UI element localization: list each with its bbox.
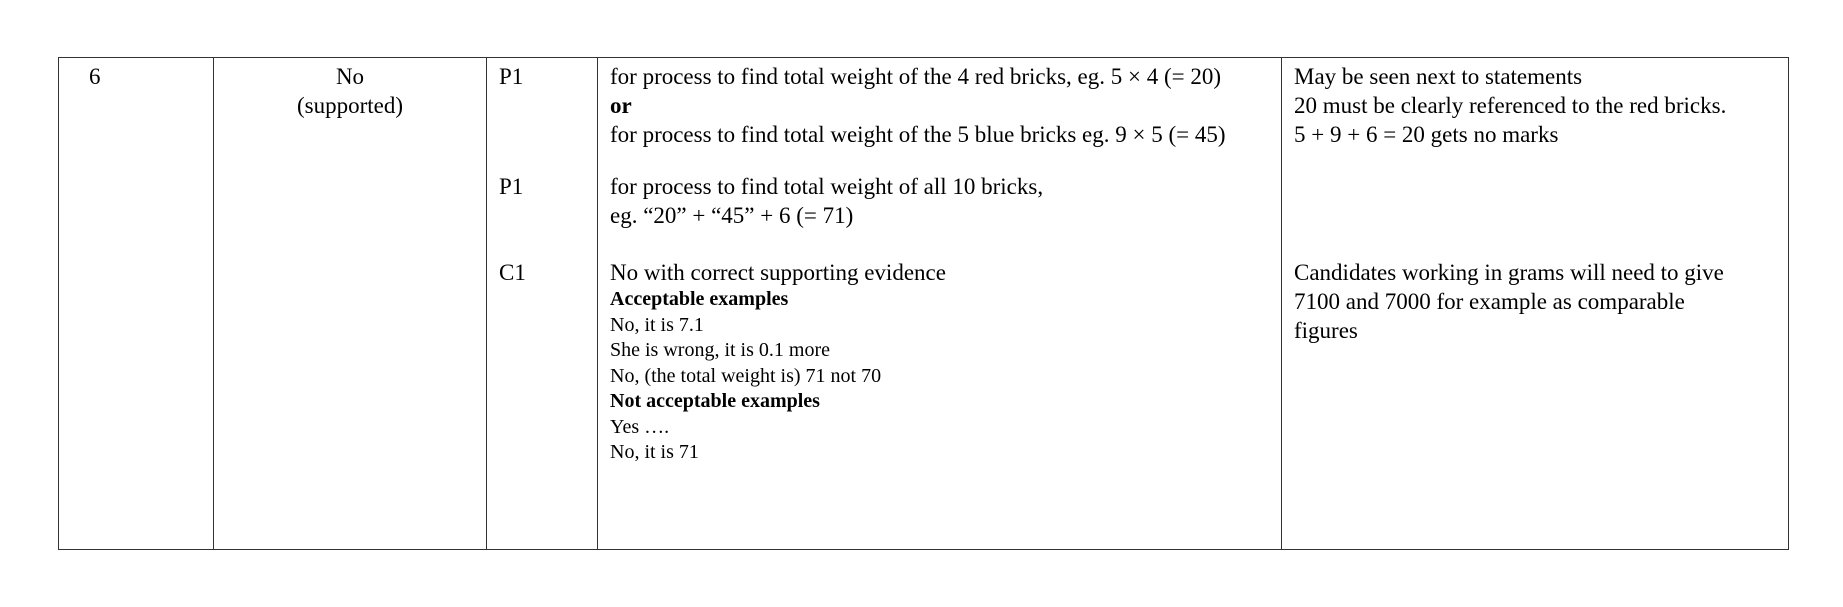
or-separator: or [610, 93, 632, 118]
mark-label-p1-first: P1 [499, 64, 524, 89]
question-number: 6 [89, 64, 101, 89]
guidance-text: 20 must be clearly referenced to the red bricks. [1294, 93, 1727, 118]
mark-scheme-text: No with correct supporting evidence [610, 260, 946, 285]
mark-scheme-row-2 [610, 172, 1043, 230]
acceptable-examples-heading: Acceptable examples [610, 288, 789, 310]
mark-scheme-text: for process to find total weight of all 10 bricks, [610, 174, 1044, 199]
guidance-column [1281, 58, 1788, 549]
guidance-text: 7100 and 7000 for example as comparable [1294, 289, 1685, 314]
guidance-text: figures [1294, 318, 1358, 343]
not-acceptable-example: No, it is 71 [610, 441, 699, 463]
mark-label-p1-second: P1 [499, 174, 524, 199]
guidance-row-1 [1294, 62, 1726, 149]
answer-line-1: No [335, 64, 365, 89]
acceptable-example: She is wrong, it is 0.1 more [610, 339, 830, 361]
mark-scheme-text: for process to find total weight of the 4 red bricks, eg. 5 × 4 (= 20) [610, 64, 1222, 89]
not-acceptable-examples-heading: Not acceptable examples [610, 390, 820, 412]
mark-scheme-text: for process to find total weight of the 5 blue bricks eg. 9 × 5 (= 45) [610, 122, 1226, 147]
guidance-text: May be seen next to statements [1294, 64, 1583, 89]
acceptable-example: No, (the total weight is) 71 not 70 [610, 364, 882, 387]
mark-scheme-row-1 [610, 62, 1226, 149]
answer-cell [214, 62, 486, 120]
answer-line-2: (supported) [296, 93, 404, 118]
answer-column [213, 58, 486, 549]
question-number-column [59, 58, 213, 549]
mark-scheme-column [597, 58, 1281, 549]
guidance-row-3 [1294, 258, 1724, 345]
guidance-text: Candidates working in grams will need to give [1294, 260, 1724, 285]
mark-scheme-text: eg. “20” + “45” + 6 (= 71) [610, 203, 854, 228]
acceptable-example: No, it is 7.1 [610, 313, 704, 336]
mark-scheme-table [58, 57, 1789, 550]
not-acceptable-example: Yes …. [610, 415, 670, 438]
guidance-text: 5 + 9 + 6 = 20 gets no marks [1294, 122, 1559, 147]
mark-column [486, 58, 597, 549]
mark-scheme-row-3 [610, 258, 946, 466]
mark-label-c1: C1 [499, 260, 526, 285]
